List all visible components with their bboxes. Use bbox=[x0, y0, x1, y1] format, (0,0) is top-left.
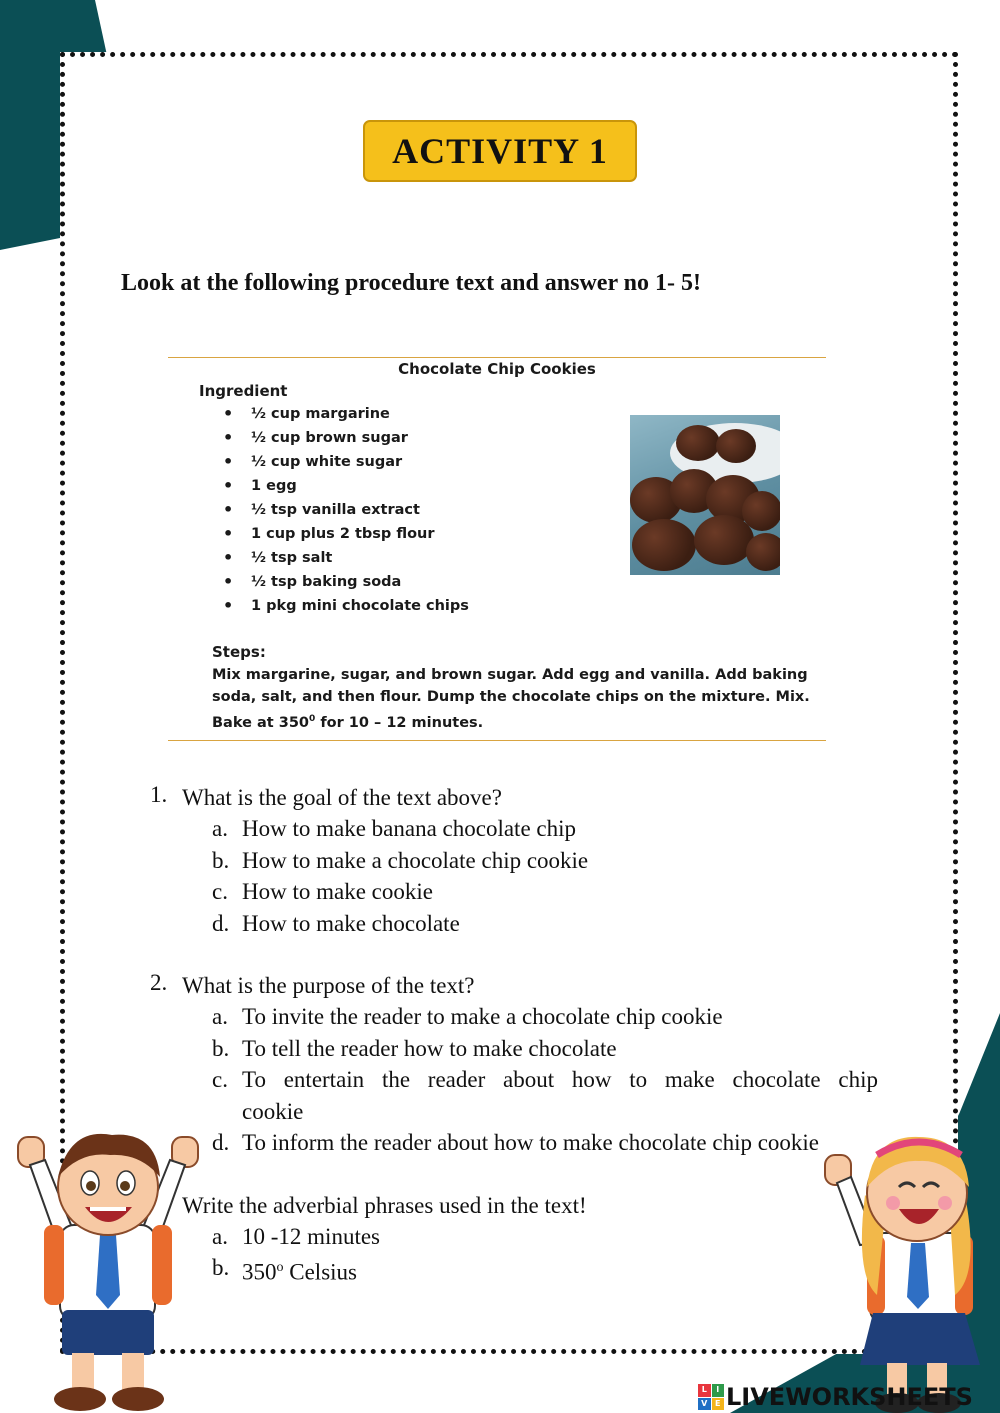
question-1 bbox=[150, 782, 880, 939]
ingredient-item: • 1 egg bbox=[223, 474, 469, 498]
ingredient-item: • 1 pkg mini chocolate chips bbox=[223, 594, 469, 618]
answer-option[interactable]: c. How to make cookie bbox=[212, 879, 433, 904]
liveworksheets-logo-icon: L I V E bbox=[698, 1384, 724, 1410]
ingredient-list bbox=[223, 402, 469, 618]
answer-option[interactable]: b. 350$^o$ Celsius bbox=[212, 1255, 357, 1285]
question-text: What is the purpose of the text? bbox=[182, 973, 475, 998]
activity-title-badge: ACTIVITY 1 bbox=[363, 120, 637, 182]
recipe-title: Chocolate Chip Cookies bbox=[398, 360, 596, 378]
cookies-photo bbox=[630, 415, 780, 575]
answer-option[interactable]: c. To entertain the reader about how to make chocolate chip cookie bbox=[212, 1067, 878, 1124]
question-text: Write the adverbial phrases used in the text! bbox=[182, 1192, 587, 1218]
ingredient-item: • ½ tsp salt bbox=[223, 546, 469, 570]
question-text: What is the goal of the text above? bbox=[182, 785, 502, 810]
ingredient-item: • ½ cup brown sugar bbox=[223, 426, 469, 450]
ingredient-item: • ½ tsp vanilla extract bbox=[223, 498, 469, 522]
liveworksheets-logo bbox=[698, 1383, 973, 1411]
ingredient-heading: Ingredient bbox=[199, 382, 288, 400]
watermark-text: LIVEWORKSHEETS bbox=[726, 1383, 973, 1411]
steps-heading: Steps: bbox=[212, 643, 266, 661]
answer-option[interactable]: a. How to make banana chocolate chip bbox=[212, 816, 577, 841]
instruction-text: Look at the following procedure text and answer no 1- 5! bbox=[121, 270, 702, 296]
ingredient-item: • ½ cup white sugar bbox=[223, 450, 469, 474]
boy-cartoon-icon bbox=[0, 1125, 215, 1413]
answer-option[interactable]: d. To inform the reader about how to make chocolate chip cookie bbox=[212, 1130, 820, 1155]
answer-option[interactable]: a. 10 -12 minutes bbox=[212, 1223, 380, 1249]
ingredient-item: • ½ tsp baking soda bbox=[223, 570, 469, 594]
question-number: 1. bbox=[150, 782, 168, 807]
girl-cartoon-icon bbox=[815, 1125, 1000, 1413]
steps-text: Mix margarine, sugar, and brown sugar. Add egg and vanilla. Add baking soda, salt, and then flour. Dump the chocolate chips on the mixture. Mix. Bake at $350^0$ for 10 – 12 minutes. bbox=[212, 667, 810, 731]
answer-option[interactable]: d. How to make chocolate bbox=[212, 910, 460, 936]
recipe-box bbox=[168, 357, 826, 741]
question-2 bbox=[150, 970, 880, 1159]
question-3 bbox=[150, 1190, 880, 1289]
ingredient-item: • ½ cup margarine bbox=[223, 402, 469, 426]
answer-option[interactable]: b. How to make a chocolate chip cookie bbox=[212, 847, 589, 873]
answer-option[interactable]: a. To invite the reader to make a chocolate chip cookie bbox=[212, 1004, 723, 1029]
question-number: 2. bbox=[150, 970, 168, 995]
answer-option[interactable]: b. To tell the reader how to make chocolate bbox=[212, 1035, 617, 1061]
ingredient-item: • 1 cup plus 2 tbsp flour bbox=[223, 522, 469, 546]
questions-list bbox=[150, 782, 880, 1288]
